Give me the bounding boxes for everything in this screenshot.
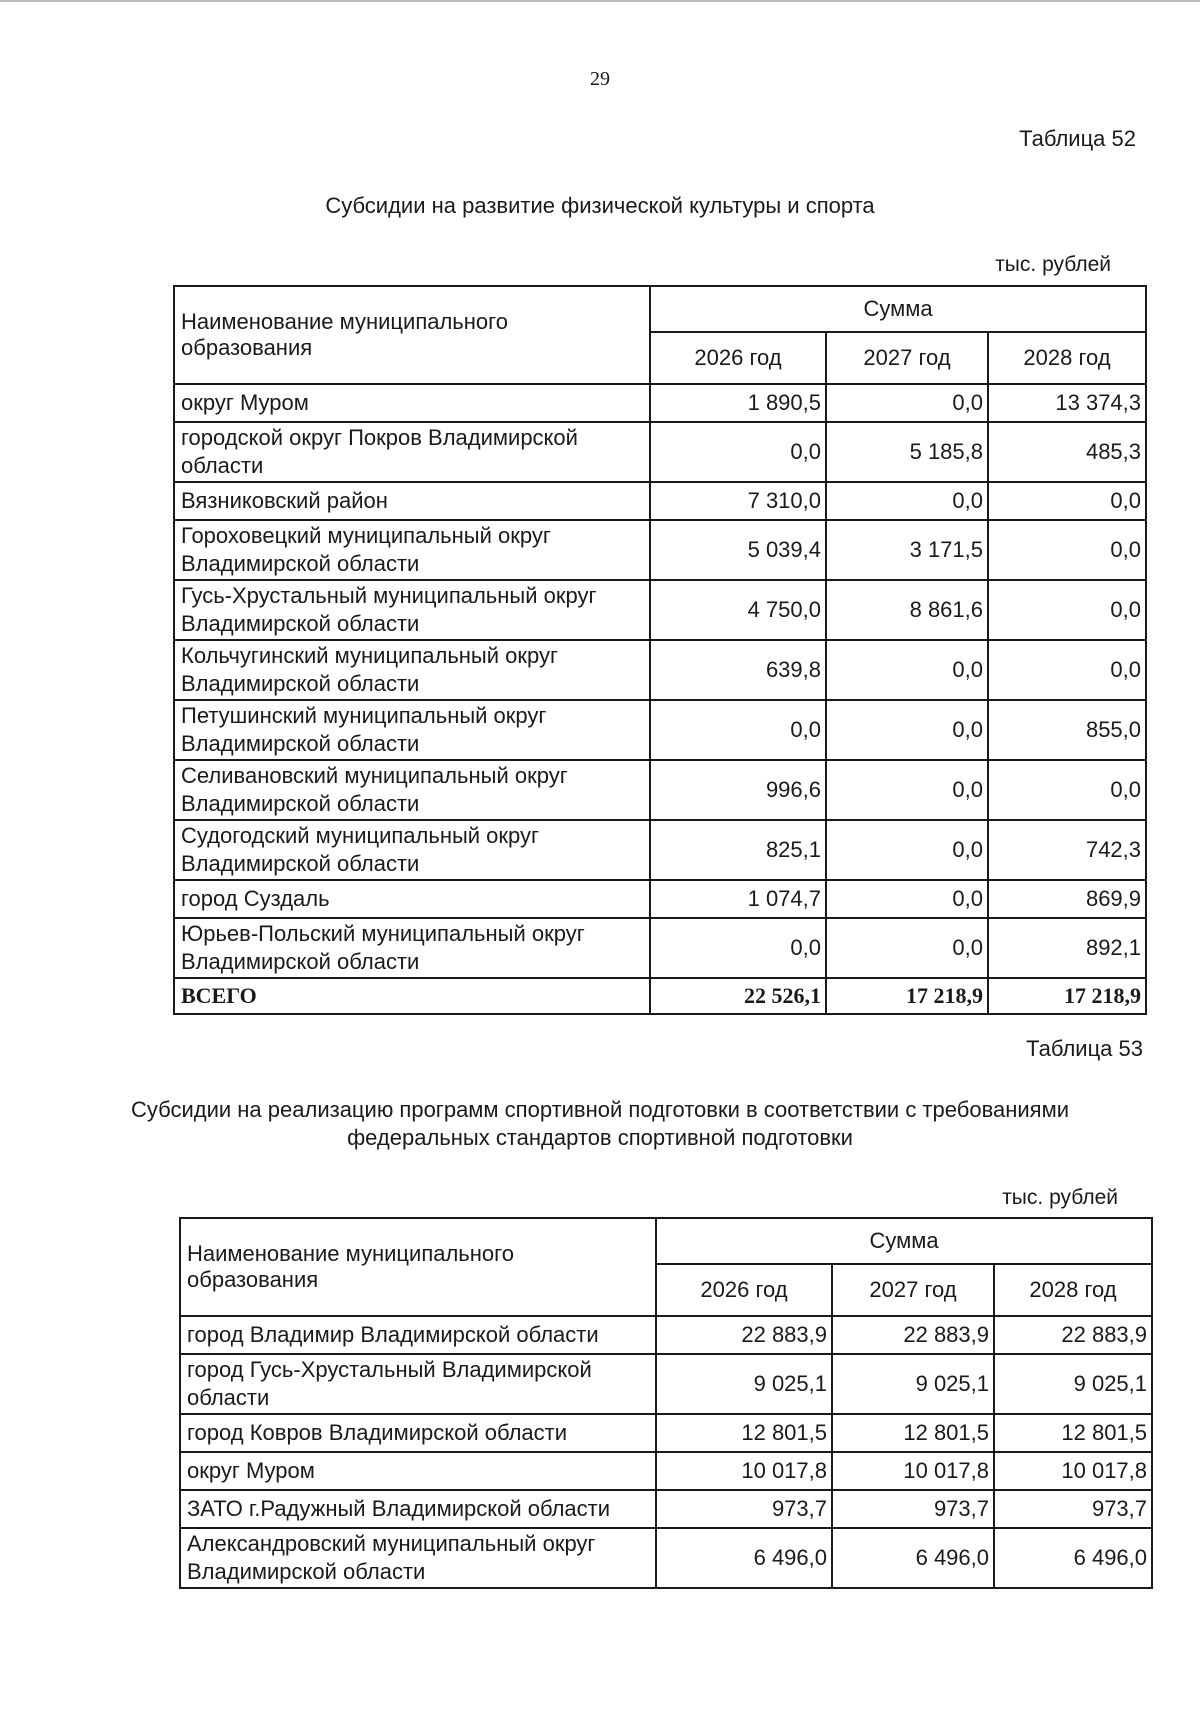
- amount-2026: 0,0: [650, 700, 826, 760]
- municipality-name: город Владимир Владимирской области: [180, 1316, 656, 1354]
- table-row: [180, 1490, 1152, 1528]
- amount-2027: 8 861,6: [826, 580, 988, 640]
- amount-2027: 12 801,5: [832, 1414, 994, 1452]
- table-52-year-header: 2027 год: [826, 332, 988, 384]
- municipality-name: Гусь-Хрустальный муниципальный округ Владимирской области: [174, 580, 650, 640]
- total-label: ВСЕГО: [174, 978, 650, 1014]
- table-53-label: Таблица 53: [1026, 1036, 1143, 1061]
- amount-2026: 1 890,5: [650, 384, 826, 422]
- amount-2027: 0,0: [826, 384, 988, 422]
- amount-2028: 892,1: [988, 918, 1146, 978]
- table-row: [174, 482, 1146, 520]
- amount-2027: 0,0: [826, 760, 988, 820]
- amount-2027: 0,0: [826, 880, 988, 918]
- amount-2027: 0,0: [826, 700, 988, 760]
- amount-2028: 973,7: [994, 1490, 1152, 1528]
- amount-2026: 639,8: [650, 640, 826, 700]
- municipality-name: Петушинский муниципальный округ Владимирской области: [174, 700, 650, 760]
- amount-2027: 973,7: [832, 1490, 994, 1528]
- amount-2026: 0,0: [650, 422, 826, 482]
- municipality-name: округ Муром: [174, 384, 650, 422]
- amount-2028: 485,3: [988, 422, 1146, 482]
- table-row: [174, 384, 1146, 422]
- municipality-name: округ Муром: [180, 1452, 656, 1490]
- table-row: [180, 1316, 1152, 1354]
- amount-2026: 9 025,1: [656, 1354, 832, 1414]
- table-52-label: Таблица 52: [1019, 126, 1136, 151]
- municipality-name: Гороховецкий муниципальный округ Владимирской области: [174, 520, 650, 580]
- amount-2027: 6 496,0: [832, 1528, 994, 1588]
- amount-2027: 9 025,1: [832, 1354, 994, 1414]
- municipality-name: Кольчугинский муниципальный округ Владимирской области: [174, 640, 650, 700]
- amount-2027: 5 185,8: [826, 422, 988, 482]
- amount-2026: 6 496,0: [656, 1528, 832, 1588]
- table-row: [174, 760, 1146, 820]
- table-row: [174, 700, 1146, 760]
- table-52-name-header: Наименование муниципального образования: [174, 286, 650, 384]
- municipality-name: город Суздаль: [174, 880, 650, 918]
- amount-2026: 22 883,9: [656, 1316, 832, 1354]
- table-53-units: тыс. рублей: [1002, 1186, 1118, 1209]
- total-row: [174, 978, 1146, 1014]
- table-row: [174, 880, 1146, 918]
- table-row: [180, 1354, 1152, 1414]
- table-52: [173, 285, 1147, 1015]
- table-row: [180, 1528, 1152, 1588]
- amount-2028: 22 883,9: [994, 1316, 1152, 1354]
- amount-2028: 869,9: [988, 880, 1146, 918]
- table-row: [180, 1414, 1152, 1452]
- table-row: [174, 640, 1146, 700]
- amount-2027: 22 883,9: [832, 1316, 994, 1354]
- amount-2026: 973,7: [656, 1490, 832, 1528]
- page-top-rule: [0, 0, 1200, 2]
- amount-2028: 742,3: [988, 820, 1146, 880]
- table-53-year-header: 2027 год: [832, 1264, 994, 1316]
- amount-2028: 0,0: [988, 482, 1146, 520]
- amount-2028: 0,0: [988, 760, 1146, 820]
- amount-2027: 0,0: [826, 918, 988, 978]
- municipality-name: Юрьев-Польский муниципальный округ Владимирской области: [174, 918, 650, 978]
- amount-2026: 825,1: [650, 820, 826, 880]
- table-53-year-header: 2028 год: [994, 1264, 1152, 1316]
- amount-2027: 3 171,5: [826, 520, 988, 580]
- amount-2027: 10 017,8: [832, 1452, 994, 1490]
- table-row: [180, 1452, 1152, 1490]
- amount-2028: 0,0: [988, 580, 1146, 640]
- amount-2027: 0,0: [826, 482, 988, 520]
- amount-2028: 855,0: [988, 700, 1146, 760]
- amount-2028: 6 496,0: [994, 1528, 1152, 1588]
- table-52-sum-header: Сумма: [650, 286, 1146, 332]
- amount-2026: 1 074,7: [650, 880, 826, 918]
- table-52-year-header: 2028 год: [988, 332, 1146, 384]
- amount-2026: 5 039,4: [650, 520, 826, 580]
- table-53: [179, 1217, 1153, 1589]
- amount-2028: 10 017,8: [994, 1452, 1152, 1490]
- municipality-name: ЗАТО г.Радужный Владимирской области: [180, 1490, 656, 1528]
- table-row: [174, 520, 1146, 580]
- amount-2028: 0,0: [988, 640, 1146, 700]
- table-52-title: Субсидии на развитие физической культуры и спорта: [325, 193, 875, 218]
- table-53-title-line-1: Субсидии на реализацию программ спортивной подготовки в соответствии с требованиями: [130, 1097, 1070, 1122]
- table-53-year-header: 2026 год: [656, 1264, 832, 1316]
- page-number: 29: [590, 68, 610, 90]
- table-row: [174, 422, 1146, 482]
- amount-2026: 12 801,5: [656, 1414, 832, 1452]
- amount-2028: 0,0: [988, 520, 1146, 580]
- amount-2028: 12 801,5: [994, 1414, 1152, 1452]
- table-53-name-header: Наименование муниципального образования: [180, 1218, 656, 1316]
- table-row: [174, 580, 1146, 640]
- municipality-name: город Ковров Владимирской области: [180, 1414, 656, 1452]
- amount-2026: 7 310,0: [650, 482, 826, 520]
- municipality-name: Александровский муниципальный округ Владимирской области: [180, 1528, 656, 1588]
- table-53-body: [180, 1316, 1152, 1588]
- table-row: [174, 820, 1146, 880]
- amount-2028: 9 025,1: [994, 1354, 1152, 1414]
- amount-2026: 996,6: [650, 760, 826, 820]
- municipality-name: Судогодский муниципальный округ Владимирской области: [174, 820, 650, 880]
- total-2027: 17 218,9: [826, 978, 988, 1014]
- table-52-body: [174, 384, 1146, 1014]
- total-2028: 17 218,9: [988, 978, 1146, 1014]
- amount-2026: 4 750,0: [650, 580, 826, 640]
- total-2026: 22 526,1: [650, 978, 826, 1014]
- amount-2028: 13 374,3: [988, 384, 1146, 422]
- amount-2027: 0,0: [826, 820, 988, 880]
- table-53-title-line-2: федеральных стандартов спортивной подготовки: [347, 1125, 853, 1150]
- amount-2027: 0,0: [826, 640, 988, 700]
- table-52-year-header: 2026 год: [650, 332, 826, 384]
- table-52-units: тыс. рублей: [995, 253, 1111, 276]
- municipality-name: город Гусь-Хрустальный Владимирской области: [180, 1354, 656, 1414]
- table-53-sum-header: Сумма: [656, 1218, 1152, 1264]
- municipality-name: Селивановский муниципальный округ Владимирской области: [174, 760, 650, 820]
- municipality-name: городской округ Покров Владимирской области: [174, 422, 650, 482]
- amount-2026: 10 017,8: [656, 1452, 832, 1490]
- municipality-name: Вязниковский район: [174, 482, 650, 520]
- amount-2026: 0,0: [650, 918, 826, 978]
- table-row: [174, 918, 1146, 978]
